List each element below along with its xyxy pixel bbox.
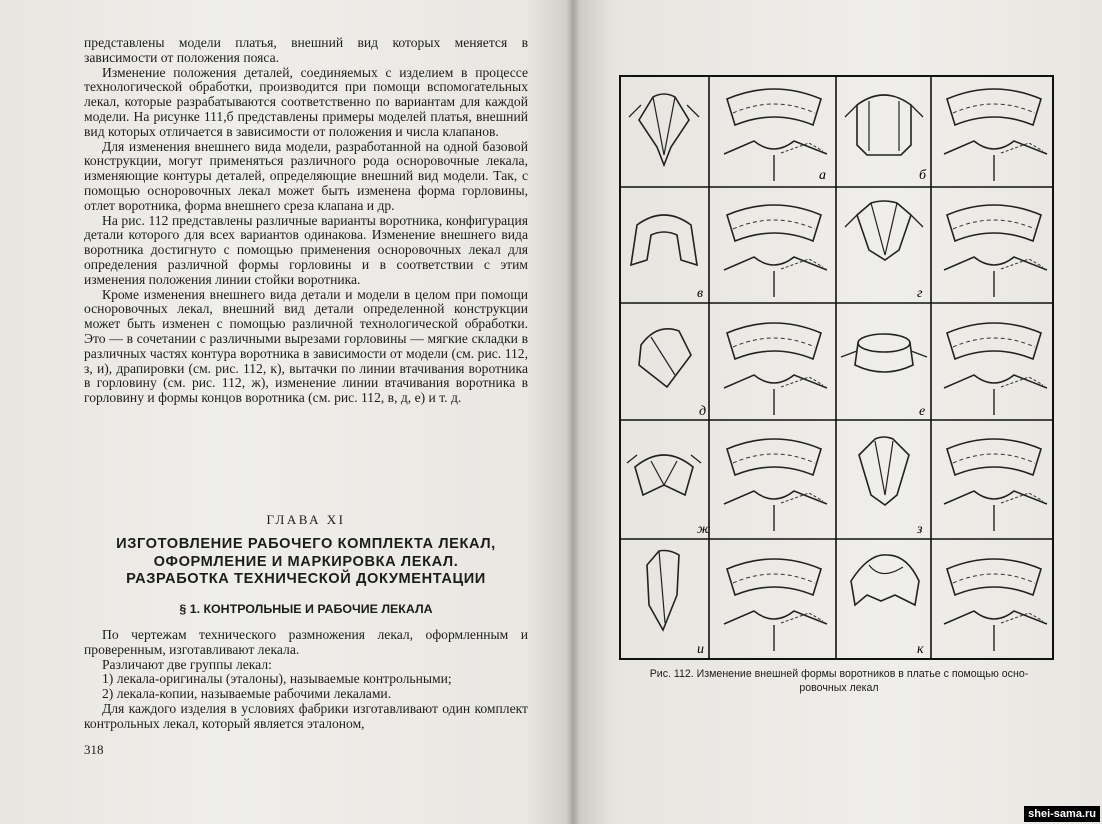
label-c: в xyxy=(697,286,704,301)
section-paragraph-3: 1) лекала-оригиналы (эталоны), называемые контрольными; xyxy=(102,671,452,687)
paragraph-1: представлены модели платья, внешний вид которых меняется в зависимости от положения пояса. xyxy=(84,35,528,65)
paragraph-5: Кроме изменения внешнего вида детали и модели в целом при помощи осноровочных лекал, внешний вид детали определенной конструкции может быть изменен с помощью различной технологической обработки. Это — в сочетании с различными вырезами горловины — мягкие складки в различных частях контура воротника в зависимости от модели (см. рис. 112, з, и), драпировки (см. рис. 112, к), вытачки по линии втачивания воротника в горловину (см. рис. 112, ж), изменение линии втачивания воротника в горловину и формы концов воротника (см. рис. 112, в, д, е) и т. д. xyxy=(84,286,528,406)
book-gutter xyxy=(566,0,580,824)
chapter-title-line-1: ИЗГОТОВЛЕНИЕ РАБОЧЕГО КОМПЛЕКТА ЛЕКАЛ, xyxy=(116,536,496,552)
paragraph-3: Для изменения внешнего вида модели, разработанной на одной базовой конструкции, могут применяться различного рода осноровочные лекала, изменяющие контуры деталей, определяющие внешний вид модели. Так, с помощью осноровочных лекал может быть изменена форма горловины, отлет воротника, форма внешнего среза клапана и др. xyxy=(84,138,528,213)
pattern-sketch-b xyxy=(944,89,1047,181)
chapter-title-line-3: РАЗРАБОТКА ТЕХНИЧЕСКОЙ ДОКУМЕНТАЦИИ xyxy=(126,571,486,587)
chapter-title-line-2: ОФОРМЛЕНИЕ И МАРКИРОВКА ЛЕКАЛ. xyxy=(153,553,459,570)
collar-sketch-f xyxy=(841,334,927,372)
pattern-sketch-g xyxy=(724,439,827,531)
collar-sketch-a xyxy=(629,94,699,165)
collar-sketch-g xyxy=(627,455,701,495)
section-paragraph-5: Для каждого изделия в условиях фабрики изготавливают один комплект контрольных лекал, который является эталоном, xyxy=(84,700,528,731)
pattern-sketch-i xyxy=(724,559,827,651)
caption-line-2: ровочных лекал xyxy=(799,682,879,694)
collar-sketch-i xyxy=(647,551,679,631)
section-paragraph-1: По чертежам технического размножения лекал, оформленным и проверенным, изготавливают лекала. xyxy=(84,627,528,657)
collar-sketch-h xyxy=(859,437,909,505)
label-g: ж xyxy=(697,522,711,537)
pattern-sketch-f xyxy=(944,323,1047,415)
section-title: § 1. КОНТРОЛЬНЫЕ И РАБОЧИЕ ЛЕКАЛА xyxy=(179,602,433,616)
paragraph-4: На рис. 112 представлены различные варианты воротника, конфигурация детали которого для всех вариантов одинакова. Изменение внешнего вида воротника достигнуто с помощью применения осноровочных лекал для определения различной формы горловины и в соответствии с этим изменения положения линии стойки воротника. xyxy=(84,212,528,287)
chapter-title xyxy=(84,536,528,589)
label-e: д xyxy=(699,404,707,419)
pattern-sketch-h xyxy=(944,439,1047,531)
label-k: к xyxy=(917,642,924,657)
watermark: shei-sama.ru xyxy=(1024,806,1100,822)
collar-sketch-e xyxy=(639,329,691,387)
label-d: г xyxy=(917,286,923,301)
label-h: з xyxy=(917,522,923,537)
left-body-text xyxy=(84,36,528,406)
caption-line-1: Рис. 112. Изменение внешней формы воротников в платье с помощью осно- xyxy=(649,668,1029,680)
figure-caption xyxy=(619,667,1059,695)
pattern-sketch-c xyxy=(724,205,827,297)
collar-figure xyxy=(619,75,1054,660)
label-f: е xyxy=(919,404,926,419)
collar-sketch-d xyxy=(845,201,923,260)
paragraph-2: Изменение положения деталей, соединяемых с изделием в процессе технологической обработки, производится при помощи вспомогательных лекал, которые разрабатываются соответственно по вариантам для каждой модели. На рисунке 111,б представлены примеры моделей платья, внешний вид которых отличается в зависимости от положения и числа клапанов. xyxy=(84,64,528,139)
chapter-label: ГЛАВА XI xyxy=(266,512,346,527)
pattern-sketch-k xyxy=(944,559,1047,651)
pattern-sketch-d xyxy=(944,205,1047,297)
label-b: б xyxy=(919,168,927,183)
pattern-sketch-e xyxy=(724,323,827,415)
section-paragraph-2: Различают две группы лекал: xyxy=(102,656,272,672)
section-body-text xyxy=(84,628,528,732)
label-a: а xyxy=(819,168,826,183)
pattern-sketch-a xyxy=(724,89,827,181)
collar-sketch-c xyxy=(631,215,697,265)
section-paragraph-4: 2) лекала-копии, называемые рабочими лекалами. xyxy=(102,686,392,702)
collar-sketch-k xyxy=(851,555,919,605)
label-i: и xyxy=(697,642,704,657)
collar-sketch-b xyxy=(845,95,923,155)
page-number: 318 xyxy=(84,742,104,757)
